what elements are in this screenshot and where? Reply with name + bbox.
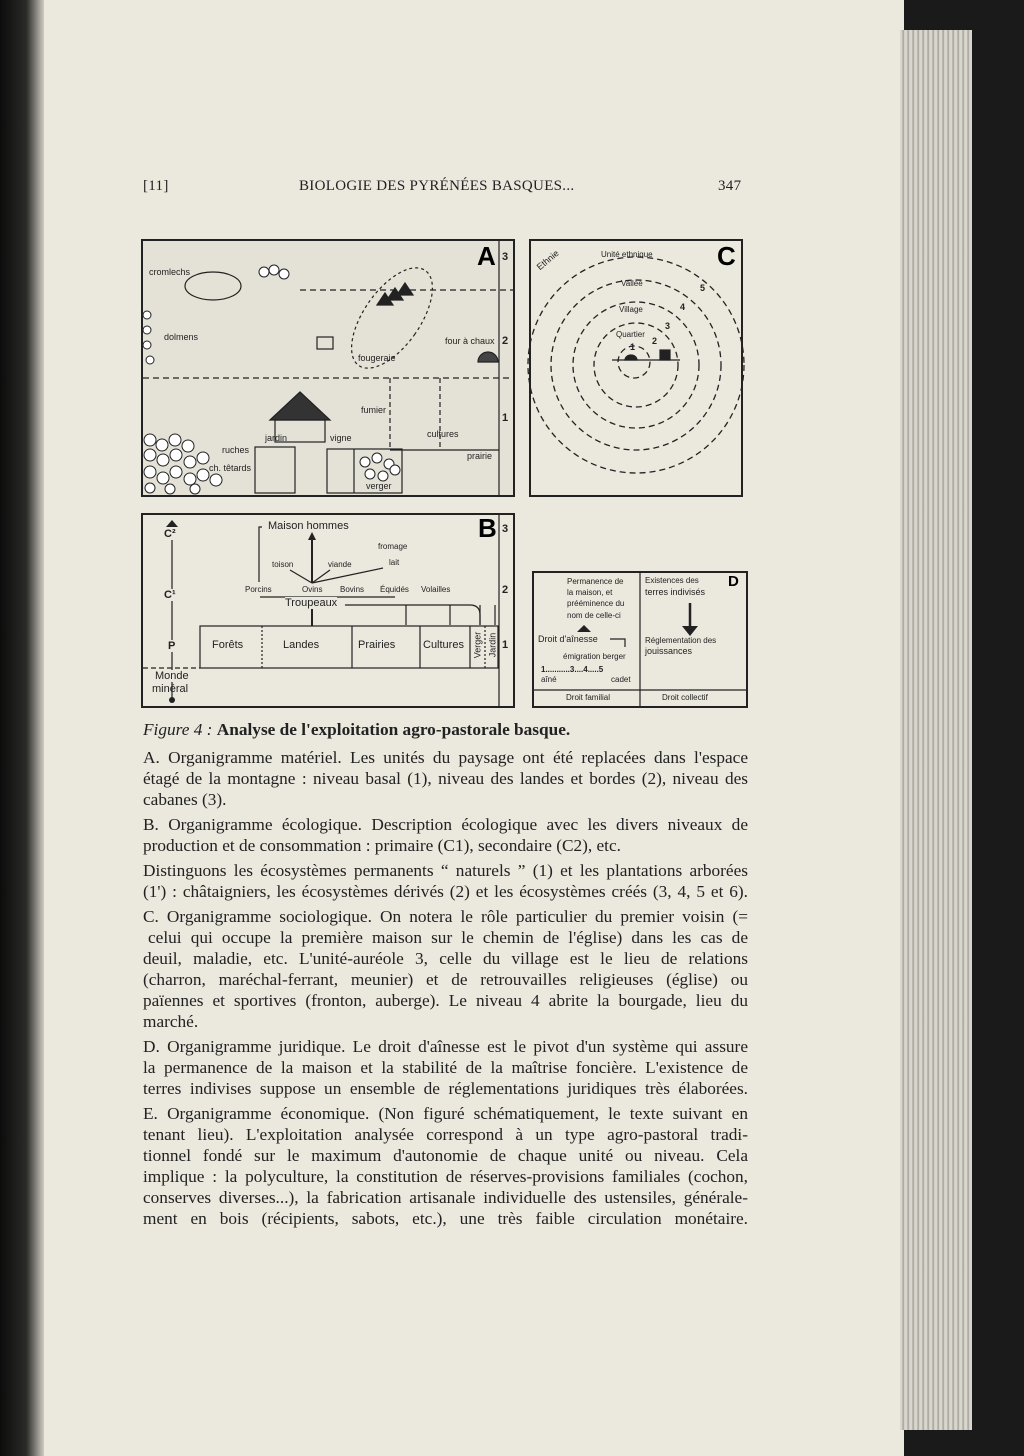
label-fougeraie: fougeraie xyxy=(358,353,396,363)
text-line: tenant lieu). L'exploitation analysée correspond à un type agro-pastoral tradi- xyxy=(143,1125,748,1144)
label-p: P xyxy=(168,640,176,652)
text-line: D. Organigramme juridique. Le droit d'aînesse est le pivot d'un système qui assure xyxy=(143,1037,748,1056)
text-line: deuil, maladie, etc. L'unité-auréole 3, celle du village est le lieu de relations xyxy=(143,949,748,968)
text-line: C. Organigramme sociologique. On notera le rôle particulier du premier voisin (= xyxy=(143,907,748,926)
d-right-line-3: Réglementation des xyxy=(645,636,717,645)
text-line: A. Organigramme matériel. Les unités du paysage ont été replacées dans l'espace xyxy=(143,748,748,767)
panel-b-letter: B xyxy=(478,513,497,543)
ring-unite-ethnique: Unité ethnique xyxy=(601,250,653,259)
d-left-line-1: Permanence de xyxy=(567,577,624,586)
label-mineral: minéral xyxy=(152,683,189,695)
zone-verger: Verger xyxy=(472,631,483,659)
label-dolmens: dolmens xyxy=(164,332,199,342)
d-droit-ainesse: Droit d'aînesse xyxy=(538,634,598,644)
paragraph-a xyxy=(143,747,748,810)
zone-cultures: Cultures xyxy=(423,639,464,651)
d-footer-left: Droit familial xyxy=(566,693,611,702)
d-footer-right: Droit collectif xyxy=(662,693,708,702)
animal-porcins: Porcins xyxy=(245,585,272,594)
label-vigne: vigne xyxy=(330,433,352,443)
text-line: conserves diverses...), la fabrication artisanale individuelle des ustensiles, générale- xyxy=(143,1188,748,1207)
label-viande: viande xyxy=(328,560,352,569)
label-maison-hommes: Maison hommes xyxy=(268,520,349,532)
label-toison: toison xyxy=(272,560,294,569)
panel-b xyxy=(141,513,515,708)
paragraph-b xyxy=(143,814,748,856)
label-fromage: fromage xyxy=(378,542,408,551)
label-four: four à chaux xyxy=(445,336,495,346)
panel-c xyxy=(529,239,743,497)
b-level-3: 3 xyxy=(502,523,509,535)
figure-caption xyxy=(143,720,570,740)
text-line: E. Organigramme économique. (Non figuré schématiquement, le texte suivant en xyxy=(143,1104,748,1123)
label-cultures: cultures xyxy=(427,429,459,439)
d-rank: 1...........3....4.....5 xyxy=(541,665,604,674)
text-line: (charron, maréchal-ferrant, meunier) et de retrouvailles religieuses (église) ou xyxy=(143,970,748,989)
text-line: B. Organigramme écologique. Description écologique avec les divers niveaux de xyxy=(143,815,748,834)
text-line: cabanes (3). xyxy=(143,790,227,809)
d-left-line-3: prééminence du xyxy=(567,599,625,608)
b-level-2: 2 xyxy=(502,584,509,596)
label-prairie: prairie xyxy=(467,451,493,461)
d-right-line-1: Existences des xyxy=(645,576,699,585)
label-monde: Monde xyxy=(155,670,189,682)
text-line: marché. xyxy=(143,1012,199,1031)
label-lait: lait xyxy=(389,558,400,567)
d-right-line-2: terres indivisés xyxy=(645,587,706,597)
text-line: païennes et sportives (fronton, auberge). Le niveau 4 abrite la bourgade, lieu du xyxy=(143,991,748,1010)
zone-prairies: Prairies xyxy=(358,639,396,651)
text-line: la permanence de la maison et la stabilité de la maîtrise foncière. L'existence de xyxy=(143,1058,748,1077)
caption-title: Analyse de l'exploitation agro-pastorale basque. xyxy=(216,720,571,739)
text-line: terres indivises suppose un ensemble de réglementations juridiques très élaborées. xyxy=(143,1079,748,1098)
text-line: celui qui occupe la première maison sur le chemin de l'église) dans les cas de xyxy=(148,928,748,947)
text-line: production et de consommation : primaire (C1), secondaire (C2), etc. xyxy=(143,836,621,855)
label-troupeaux: Troupeaux xyxy=(285,597,338,609)
text-line: Distinguons les écosystèmes permanents “ naturels ” (1) et les plantations arborées xyxy=(143,861,748,880)
body-text xyxy=(143,747,748,1233)
label-ruches: ruches xyxy=(222,445,250,455)
label-verger: verger xyxy=(366,481,392,491)
running-title: BIOLOGIE DES PYRÉNÉES BASQUES... xyxy=(299,178,575,194)
d-aine: aîné xyxy=(541,675,557,684)
label-fumier: fumier xyxy=(361,405,387,415)
caption-label: Figure 4 : xyxy=(143,720,213,739)
zone-jardin: Jardin xyxy=(487,632,498,658)
text-line: ment en bois (récipients, sabots, etc.), une très faible circulation monétaire. xyxy=(143,1209,748,1228)
d-right-line-4: jouissances xyxy=(645,646,693,656)
paragraph-b2 xyxy=(143,860,748,902)
ring-village: Village xyxy=(619,305,643,314)
section-number: [11] xyxy=(143,178,169,194)
zone-landes: Landes xyxy=(283,639,320,651)
animal-equides: Équidés xyxy=(380,585,409,594)
d-left-line-4: nom de celle-ci xyxy=(567,611,621,620)
ring-number-2: 2 xyxy=(652,336,658,346)
level-1: 1 xyxy=(502,412,509,424)
text-line: étagé de la montagne : niveau basal (1), niveau des landes et bordes (2), niveau des xyxy=(143,769,748,788)
label-c1: C¹ xyxy=(164,589,176,601)
page-number: 347 xyxy=(718,178,742,194)
panel-a-letter: A xyxy=(477,241,496,271)
label-tetards: ch. têtards xyxy=(209,463,252,473)
animal-volailles: Volailles xyxy=(421,585,451,594)
text-line: (1') : châtaigniers, les écosystèmes dérivés (2) et les écosystèmes créés (3, 4, 5 et 6). xyxy=(143,882,748,901)
level-3: 3 xyxy=(502,251,509,263)
text-line: tionnel fondé sur le maximum d'autonomie de chaque unité ou niveau. Cela xyxy=(143,1146,748,1165)
label-cromlechs: cromlechs xyxy=(149,267,191,277)
ring-vallee: Vallée xyxy=(621,279,643,288)
panel-d-letter: D xyxy=(728,573,739,590)
label-c2: C² xyxy=(164,528,176,540)
ring-number-5: 5 xyxy=(700,283,706,293)
animal-ovins: Ovins xyxy=(302,585,323,594)
level-2: 2 xyxy=(502,335,509,347)
label-jardin: jardin xyxy=(265,433,288,443)
b-level-1: 1 xyxy=(502,639,509,651)
ring-number-1: 1 xyxy=(630,342,636,352)
d-left-line-2: la maison, et xyxy=(567,588,613,597)
paragraph-d xyxy=(143,1036,748,1099)
panel-c-letter: C xyxy=(717,241,736,271)
ring-number-3: 3 xyxy=(665,321,671,331)
label-ethnie: Ethnie xyxy=(534,247,561,273)
paragraph-c xyxy=(143,906,748,1032)
ring-quartier: Quartier xyxy=(616,330,645,339)
d-cadet: cadet xyxy=(611,675,631,684)
paragraph-e xyxy=(143,1103,748,1229)
animal-bovins: Bovins xyxy=(340,585,365,594)
text-line: implique : la polyculture, la constitution de réserves-provisions familiales (cochon, xyxy=(143,1167,748,1186)
zone-forets: Forêts xyxy=(212,639,244,651)
d-emigration: émigration berger xyxy=(563,652,626,661)
ring-number-4: 4 xyxy=(680,302,686,312)
